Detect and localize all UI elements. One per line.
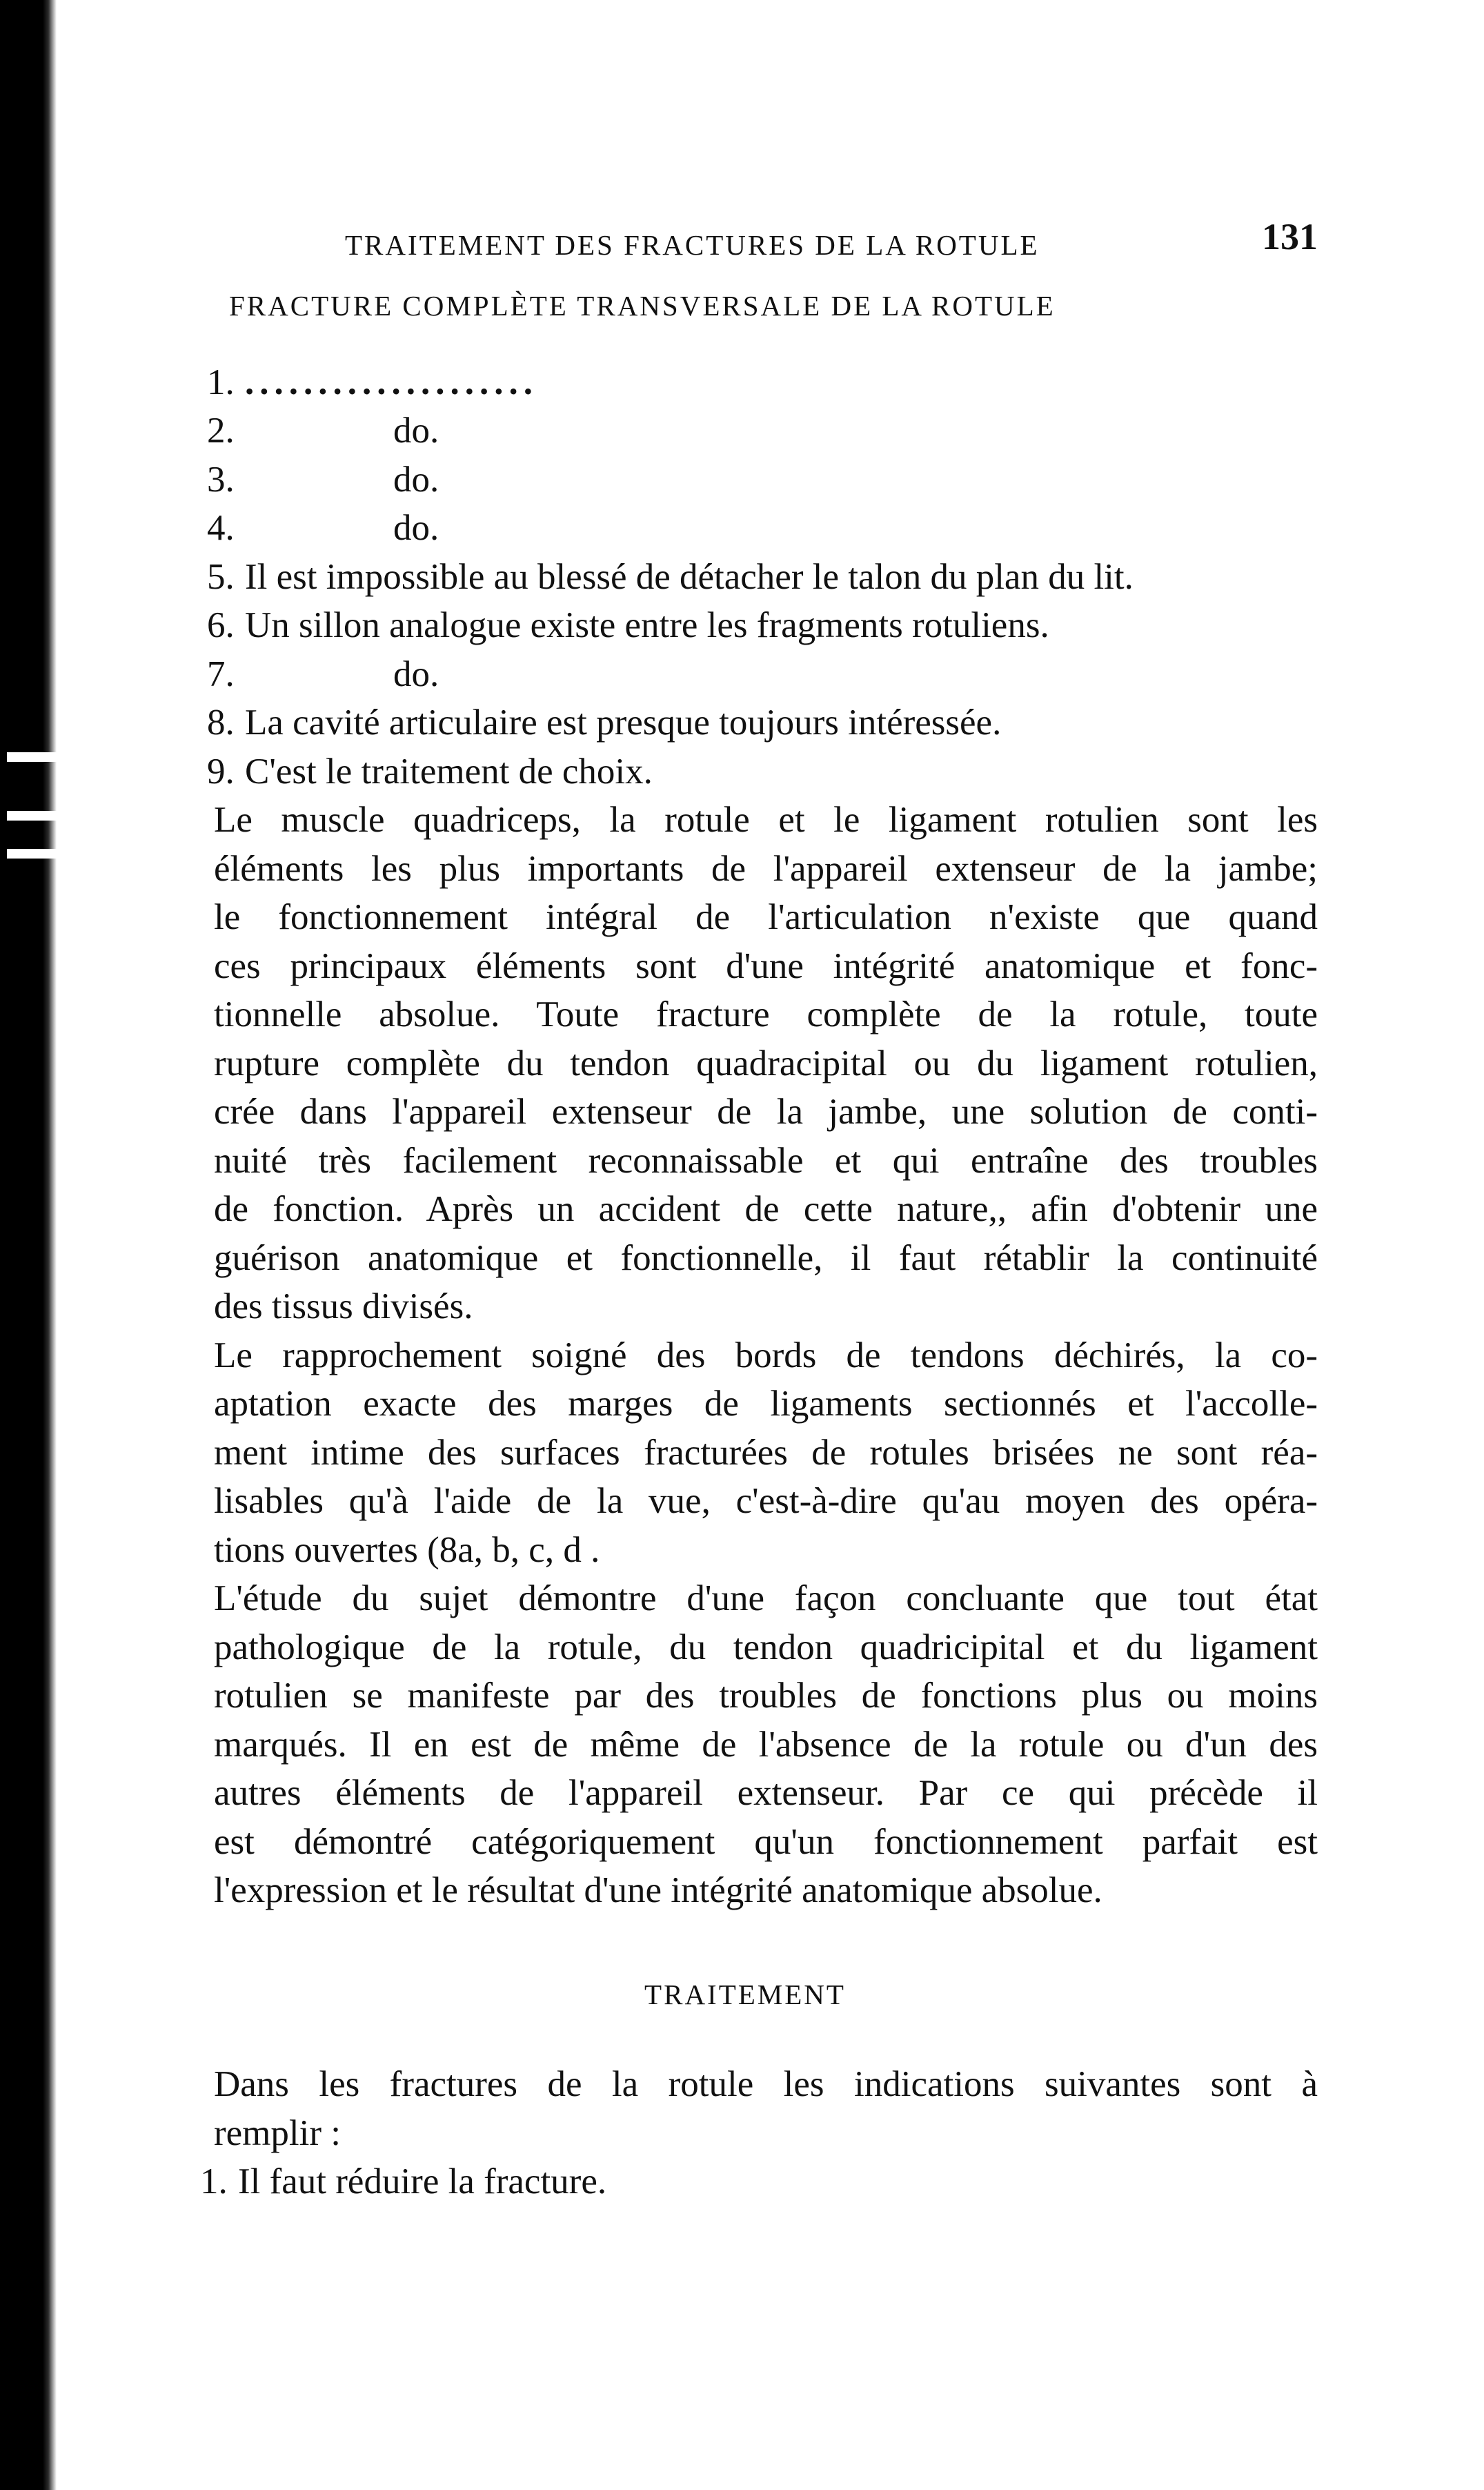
item-text: do. — [393, 411, 439, 451]
item-text: do. — [393, 654, 439, 694]
section-title: FRACTURE COMPLÈTE TRANSVERSALE DE LA ROTULE — [229, 290, 1056, 322]
text-line: guérison anatomique et fonctionnelle, il faut rétablir la continuité — [214, 1237, 1318, 1278]
text-line: rupture complète du tendon quadracipital ou du ligament rotulien, — [214, 1043, 1318, 1084]
list-item — [207, 601, 1318, 650]
paragraph-extensor-apparatus — [172, 796, 1318, 1331]
text-line: tionnelle absolue. Toute fracture complète de la rotule, toute — [214, 994, 1318, 1035]
spine-notch — [7, 811, 58, 821]
item-text: Il faut réduire la fracture. — [238, 2161, 607, 2202]
list-item — [207, 698, 1318, 747]
paragraph-indications — [172, 2060, 1318, 2157]
running-title: TRAITEMENT DES FRACTURES DE LA ROTULE — [345, 229, 1040, 261]
item-text: La cavité articulaire est presque toujours intéressée. — [245, 703, 1002, 743]
text-line: éléments les plus importants de l'appareil extenseur de la jambe; — [214, 848, 1318, 889]
list-item — [207, 553, 1318, 602]
text-line: crée dans l'appareil extenseur de la jambe, une solution de conti- — [214, 1092, 1318, 1132]
page-number: 131 — [1262, 216, 1318, 257]
item-text: .................... — [245, 362, 538, 402]
numbered-list — [207, 358, 1318, 796]
text-line: Dans les fractures de la rotule les indications suivantes sont à — [214, 2064, 1318, 2104]
item-number: 8. — [207, 703, 235, 743]
text-line: Le muscle quadriceps, la rotule et le ligament rotulien sont les — [214, 800, 1318, 840]
item-number: 5. — [207, 556, 235, 597]
text-line: l'expression et le résultat d'une intégrité anatomique absolue. — [214, 1870, 1102, 1910]
text-line: pathologique de la rotule, du tendon quadricipital et du ligament — [214, 1627, 1318, 1667]
item-number: 1. — [207, 362, 235, 402]
item-number: 9. — [207, 751, 235, 792]
item-text: Un sillon analogue existe entre les fragments rotuliens. — [245, 605, 1049, 645]
text-line: de fonction. Après un accident de cette nature,, afin d'obtenir une — [214, 1189, 1318, 1229]
text-line: rotulien se manifeste par des troubles de fonctions plus ou moins — [214, 1676, 1318, 1716]
text-line: L'étude du sujet démontre d'une façon concluante que tout état — [214, 1578, 1318, 1618]
text-line: marqués. Il en est de même de l'absence de la rotule ou d'un des — [214, 1724, 1318, 1765]
list-item — [207, 747, 1318, 796]
paragraph-open-operations — [172, 1331, 1318, 1575]
list-item — [207, 504, 1318, 553]
list-item — [207, 455, 1318, 504]
item-number: 2. — [207, 411, 235, 451]
text-line: tions ouvertes (8a, b, c, d . — [214, 1529, 600, 1570]
text-line: Le rapprochement soigné des bords de tendons déchirés, la co- — [214, 1335, 1318, 1375]
text-line: le fonctionnement intégral de l'articulation n'existe que quand — [214, 897, 1318, 937]
text-line: lisables qu'à l'aide de la vue, c'est-à-dire qu'au moyen des opéra- — [214, 1481, 1318, 1521]
text-line: remplir : — [214, 2112, 341, 2153]
text-line: ces principaux éléments sont d'une intégrité anatomique et fonc- — [214, 945, 1318, 986]
spine-notch — [7, 849, 58, 859]
text-line: nuité très facilement reconnaissable et qui entraîne des troubles — [214, 1140, 1318, 1181]
item-text: do. — [393, 508, 439, 548]
paragraph-study-conclusion — [172, 1574, 1318, 1915]
item-number: 3. — [207, 459, 235, 500]
spine-notch — [7, 752, 58, 762]
text-line: ment intime des surfaces fracturées de rotules brisées ne sont réa- — [214, 1432, 1318, 1473]
text-line: des tissus divisés. — [214, 1286, 473, 1326]
text-line: aptation exacte des marges de ligaments sectionnés et l'accolle- — [214, 1384, 1318, 1424]
book-spine-shadow — [0, 0, 57, 2490]
list-item — [207, 406, 1318, 455]
item-text: Il est impossible au blessé de détacher le talon du plan du lit. — [245, 556, 1134, 597]
text-line: autres éléments de l'appareil extenseur. Par ce qui précède il — [214, 1773, 1318, 1813]
item-text: do. — [393, 459, 439, 500]
text-line: est démontré catégoriquement qu'un fonctionnement parfait est — [214, 1821, 1318, 1862]
item-text: C'est le traitement de choix. — [245, 751, 653, 792]
running-head — [172, 207, 1318, 269]
book-page — [172, 207, 1318, 2206]
item-number: 4. — [207, 508, 235, 548]
item-number: 6. — [207, 605, 235, 645]
item-number: 1. — [200, 2161, 228, 2202]
item-number: 7. — [207, 654, 235, 694]
list-item — [200, 2157, 1318, 2206]
section-heading: TRAITEMENT — [644, 1978, 846, 2010]
list-item — [207, 650, 1318, 699]
list-item — [207, 358, 1318, 407]
